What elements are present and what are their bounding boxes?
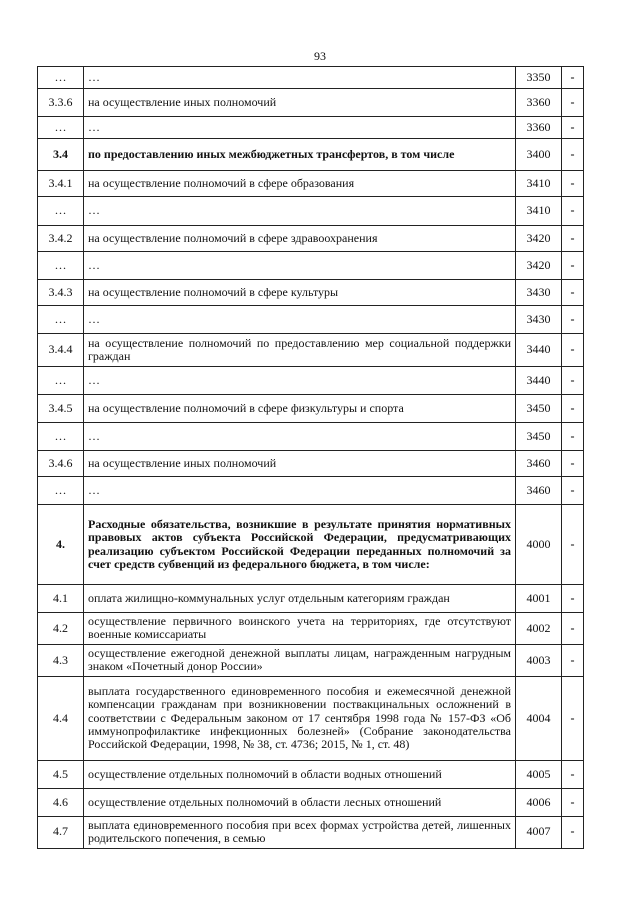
- table-row: [38, 117, 584, 139]
- row-number: …: [38, 252, 84, 280]
- row-number: …: [38, 477, 84, 505]
- row-number: 3.4.1: [38, 171, 84, 197]
- table-row: [38, 139, 584, 171]
- table-row: [38, 451, 584, 477]
- row-description: на осуществление полномочий в сфере культуры: [84, 280, 516, 306]
- row-number: …: [38, 67, 84, 89]
- table-row: [38, 816, 584, 848]
- row-value: -: [562, 477, 584, 505]
- table-row: [38, 395, 584, 423]
- table-row: [38, 644, 584, 676]
- table-row: [38, 252, 584, 280]
- row-code: 3440: [516, 334, 562, 367]
- row-value: -: [562, 367, 584, 395]
- table-row: [38, 334, 584, 367]
- row-value: -: [562, 613, 584, 645]
- row-number: 3.4.3: [38, 280, 84, 306]
- table-row: [38, 505, 584, 585]
- row-code: 3400: [516, 139, 562, 171]
- row-description: Расходные обязательства, возникшие в результате принятия нормативных правовых актов субъекта Российской Федерации, предусматривающих реализацию субъектом Российской Федерации переданных полномочий за счет средств субвенций из федерального бюджета, в том числе:: [84, 505, 516, 585]
- row-number: …: [38, 306, 84, 334]
- table-row: [38, 306, 584, 334]
- row-number: …: [38, 367, 84, 395]
- table-row: [38, 89, 584, 117]
- row-description: …: [84, 67, 516, 89]
- row-value: -: [562, 252, 584, 280]
- row-description: …: [84, 252, 516, 280]
- table-row: [38, 676, 584, 760]
- row-number: 3.4.6: [38, 451, 84, 477]
- row-number: …: [38, 197, 84, 226]
- row-number: 4.7: [38, 816, 84, 848]
- row-code: 4006: [516, 788, 562, 816]
- row-description: осуществление ежегодной денежной выплаты лицам, награжденным нагрудным знаком «Почетный донор России»: [84, 644, 516, 676]
- row-value: -: [562, 334, 584, 367]
- row-code: 3410: [516, 197, 562, 226]
- row-number: 4.: [38, 505, 84, 585]
- row-description: на осуществление иных полномочий: [84, 89, 516, 117]
- row-description: по предоставлению иных межбюджетных трансфертов, в том числе: [84, 139, 516, 171]
- row-code: 4003: [516, 644, 562, 676]
- table-row: [38, 171, 584, 197]
- row-value: -: [562, 760, 584, 788]
- row-value: -: [562, 306, 584, 334]
- row-code: 3410: [516, 171, 562, 197]
- row-code: 3460: [516, 477, 562, 505]
- row-code: 3350: [516, 67, 562, 89]
- row-description: …: [84, 117, 516, 139]
- row-code: 4005: [516, 760, 562, 788]
- row-code: 4000: [516, 505, 562, 585]
- row-code: 4004: [516, 676, 562, 760]
- row-code: 3450: [516, 395, 562, 423]
- row-description: оплата жилищно-коммунальных услуг отдельным категориям граждан: [84, 585, 516, 613]
- row-value: -: [562, 197, 584, 226]
- row-code: 4007: [516, 816, 562, 848]
- row-code: 3460: [516, 451, 562, 477]
- row-value: -: [562, 423, 584, 451]
- row-number: 4.6: [38, 788, 84, 816]
- row-code: 3420: [516, 252, 562, 280]
- row-number: 4.3: [38, 644, 84, 676]
- row-number: 3.4.2: [38, 226, 84, 252]
- table-row: [38, 760, 584, 788]
- row-description: на осуществление полномочий в сфере здравоохранения: [84, 226, 516, 252]
- table-row: [38, 226, 584, 252]
- row-value: -: [562, 89, 584, 117]
- row-description: …: [84, 477, 516, 505]
- row-number: 3.3.6: [38, 89, 84, 117]
- row-description: …: [84, 367, 516, 395]
- row-code: 3360: [516, 117, 562, 139]
- row-code: 3360: [516, 89, 562, 117]
- row-description: осуществление первичного воинского учета на территориях, где отсутствуют военные комиссариаты: [84, 613, 516, 645]
- row-value: -: [562, 280, 584, 306]
- row-code: 4001: [516, 585, 562, 613]
- table-row: [38, 197, 584, 226]
- row-value: -: [562, 139, 584, 171]
- row-code: 3430: [516, 306, 562, 334]
- row-value: -: [562, 505, 584, 585]
- row-number: 4.5: [38, 760, 84, 788]
- table-row: [38, 477, 584, 505]
- row-number: …: [38, 423, 84, 451]
- row-number: 4.4: [38, 676, 84, 760]
- row-number: 4.1: [38, 585, 84, 613]
- row-description: выплата единовременного пособия при всех формах устройства детей, лишенных родительского попечения, в семью: [84, 816, 516, 848]
- row-value: -: [562, 644, 584, 676]
- row-value: -: [562, 117, 584, 139]
- row-code: 3450: [516, 423, 562, 451]
- row-number: 3.4.4: [38, 334, 84, 367]
- table-row: [38, 67, 584, 89]
- row-number: 3.4: [38, 139, 84, 171]
- row-description: на осуществление полномочий по предоставлению мер социальной поддержки граждан: [84, 334, 516, 367]
- row-description: …: [84, 197, 516, 226]
- table-row: [38, 788, 584, 816]
- row-description: …: [84, 423, 516, 451]
- expenditure-table: [37, 66, 584, 849]
- row-value: -: [562, 67, 584, 89]
- row-number: 4.2: [38, 613, 84, 645]
- row-value: -: [562, 226, 584, 252]
- row-code: 3430: [516, 280, 562, 306]
- row-description: на осуществление иных полномочий: [84, 451, 516, 477]
- row-value: -: [562, 171, 584, 197]
- table-row: [38, 423, 584, 451]
- row-code: 4002: [516, 613, 562, 645]
- row-description: …: [84, 306, 516, 334]
- row-value: -: [562, 585, 584, 613]
- row-value: -: [562, 676, 584, 760]
- row-description: осуществление отдельных полномочий в области водных отношений: [84, 760, 516, 788]
- row-value: -: [562, 451, 584, 477]
- row-description: на осуществление полномочий в сфере физкультуры и спорта: [84, 395, 516, 423]
- row-number: 3.4.5: [38, 395, 84, 423]
- row-value: -: [562, 816, 584, 848]
- page-number: 93: [314, 49, 326, 63]
- row-value: -: [562, 395, 584, 423]
- row-code: 3420: [516, 226, 562, 252]
- row-description: на осуществление полномочий в сфере образования: [84, 171, 516, 197]
- row-number: …: [38, 117, 84, 139]
- table-row: [38, 613, 584, 645]
- table-row: [38, 280, 584, 306]
- row-description: осуществление отдельных полномочий в области лесных отношений: [84, 788, 516, 816]
- row-code: 3440: [516, 367, 562, 395]
- table-row: [38, 585, 584, 613]
- table-row: [38, 367, 584, 395]
- row-value: -: [562, 788, 584, 816]
- row-description: выплата государственного единовременного пособия и ежемесячной денежной компенсации гражданам при возникновении поствакцинальных осложнений в соответствии с Федеральным законом от 17 сентября 1998 года № 157-ФЗ «Об иммунопрофилактике инфекционных болезней» (Собрание законодательства Российской Федерации, 1998, № 38, ст. 4736; 2015, № 1, ст. 48): [84, 676, 516, 760]
